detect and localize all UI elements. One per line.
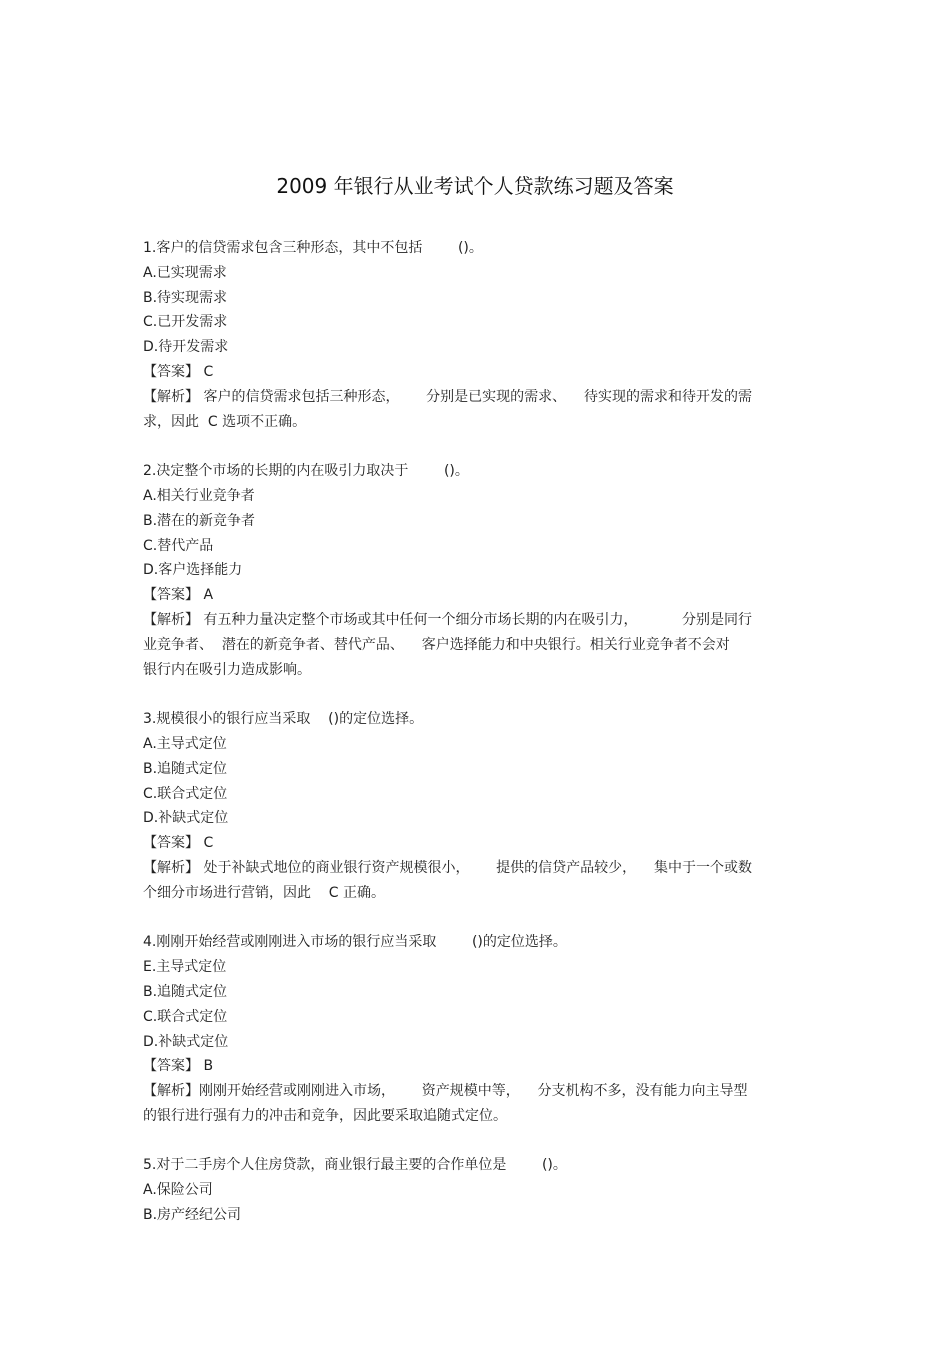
option-line: A.主导式定位 (143, 735, 227, 752)
option-line: A.保险公司 (143, 1182, 213, 1199)
option-line: A.已实现需求 (143, 264, 227, 281)
question-block (143, 930, 823, 1128)
explanation-line: 求，因此 C 选项不正确。 (143, 413, 307, 430)
question-block (143, 459, 823, 682)
explanation-line: 【解析】 客户的信贷需求包括三种形态， 分别是已实现的需求、 待实现的需求和待开发的需 (143, 388, 752, 405)
explanation-line: 银行内在吸引力造成影响。 (143, 661, 311, 678)
explanation-line: 的银行进行强有力的冲击和竞争，因此要采取追随式定位。 (143, 1107, 507, 1124)
option-line: B.待实现需求 (143, 289, 228, 306)
question-block (143, 236, 823, 434)
question-text: 5.对于二手房个人住房贷款，商业银行最主要的合作单位是 ()。 (143, 1157, 567, 1174)
explanation-line: 业竞争者、 潜在的新竞争者、替代产品、 客户选择能力和中央银行。相关行业竞争者不会对 (143, 636, 730, 653)
question-block (143, 707, 823, 905)
option-line: B.追随式定位 (143, 760, 228, 777)
option-line: D.待开发需求 (143, 339, 229, 356)
answer-line: 【答案】 A (143, 587, 214, 604)
option-line: B.房产经纪公司 (143, 1207, 242, 1224)
question-text: 4.刚刚开始经营或刚刚进入市场的银行应当采取 ()的定位选择。 (143, 934, 567, 951)
option-line: C.替代产品 (143, 537, 214, 554)
explanation-line: 个细分市场进行营销，因此 C 正确。 (143, 884, 386, 901)
option-line: D.补缺式定位 (143, 1033, 229, 1050)
question-text: 1.客户的信贷需求包含三种形态，其中不包括 ()。 (143, 240, 483, 256)
question-text: 2.决定整个市场的长期的内在吸引力取决于 ()。 (143, 463, 469, 480)
option-line: C.已开发需求 (143, 314, 228, 331)
explanation-line: 【解析】刚刚开始经营或刚刚进入市场， 资产规模中等， 分支机构不多，没有能力向主导型 (143, 1083, 748, 1100)
document-body (143, 236, 823, 1253)
answer-line: 【答案】 C (143, 363, 214, 380)
option-line: A.相关行业竞争者 (143, 487, 255, 504)
document-title: 2009 年银行从业考试个人贷款练习题及答案 (276, 174, 674, 198)
explanation-line: 【解析】 处于补缺式地位的商业银行资产规模很小， 提供的信贷产品较少， 集中于一个或数 (143, 859, 752, 876)
option-line: B.追随式定位 (143, 983, 228, 1000)
option-line: D.补缺式定位 (143, 810, 229, 827)
option-line: C.联合式定位 (143, 785, 228, 802)
question-text: 3.规模很小的银行应当采取 ()的定位选择。 (143, 711, 424, 728)
answer-line: 【答案】 B (143, 1058, 214, 1075)
option-line: C.联合式定位 (143, 1008, 228, 1025)
option-line: E.主导式定位 (143, 959, 227, 976)
explanation-line: 【解析】 有五种力量决定整个市场或其中任何一个细分市场长期的内在吸引力， 分别是同行 (143, 611, 752, 628)
answer-line: 【答案】 C (143, 835, 214, 852)
question-block (143, 1153, 823, 1227)
option-line: D.客户选择能力 (143, 562, 243, 579)
option-line: B.潜在的新竞争者 (143, 512, 256, 529)
